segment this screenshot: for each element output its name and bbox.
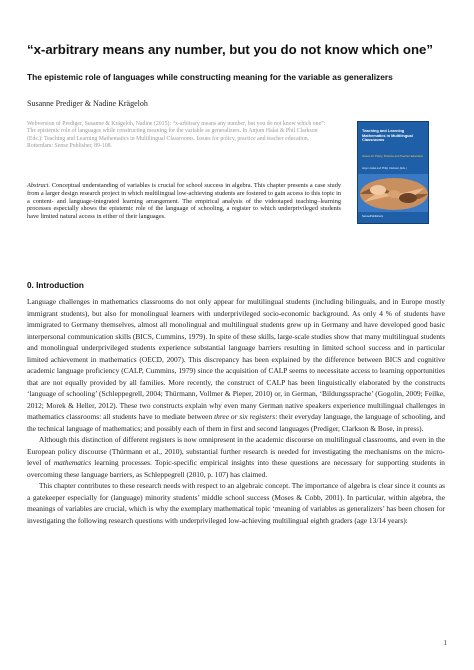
paragraph-text: Language challenges in mathematics classrooms do not only appear for multilingual students (including bilinguals, and in Europe mostly immigrant students), but also for monolingual learners with underprivileged socio-economic background. As only 4 % of students have immigrated to Germany themselves, almost all monolingual and multilingual students grew up in Germany and have developed good basic interpersonal communication skills (BICS, Cummins, 1979). In spite of these skills, large-scale studies show that many multilingual students and monolingual underprivileged students experience substantial language barriers resulting in limited school success and in particular limited achievement in mathematics (OECD, 2007). This discrepancy has been explained by the difference between BICS and cognitive academic language proficiency (CALP, Cummins, 1979) since the acquisition of CALP seems to necessitate access to learning opportunities that are not equally provided by all families. More recently, the construct of CALP has been linguistically elaborated by the constructs ‘language of schooling’ (Schleppegrell, 2004; Thürmann, Vollmer & Pieper, 2010) or, in German, ‘Bildungssprache’ (Gogolin, 2009; Feilke, 2012; Morek & Heller, 2012). These two constructs explain why even many German native speakers experience multilingual challenges in mathematics classrooms: all students have to mediate between: [27, 297, 445, 421]
paper-subtitle: The epistemic role of languages while constructing meaning for the variable as generalizers: [27, 72, 393, 82]
hands-in-circle-illustration: [358, 174, 429, 212]
book-cover-editors: Anjum Halai and Philip Clarkson (Eds.): [362, 167, 407, 170]
paper-title: “x-arbitrary means any number, but you do not know which one”: [27, 42, 433, 57]
book-cover-publisher: SensePublishers: [362, 214, 383, 218]
abstract: [27, 182, 341, 221]
body-paragraph: [27, 434, 445, 480]
book-cover-image: [357, 121, 429, 224]
book-cover-subtitle: Issues for Policy, Practice and Teacher Education: [362, 154, 424, 158]
abstract-text: Conceptual understanding of variables is crucial for school success in algebra. This chapter presents a case study from a larger design research project in which multilingual low-achieving students are fostered to gain access to this topic in a content- and language-integrated learning arrangement. The empirical analysis of the videotaped teaching–learning processes especially shows the epistemic role of the language of schooling, a register to which underprivileged students have limited natural access in either of their languages.: [27, 182, 341, 221]
paper-authors: Susanne Prediger & Nadine Krägeloh: [27, 99, 148, 108]
paragraph-text: This chapter contributes to these research needs with respect to an algebraic concept. The importance of algebra is clear since it counts as a gatekeeper especially for (language) minority students’ middle school success (Moses & Cobb, 2001). In particular, within algebra, the meanings of variables are crucial, which is why the exemplary mathematical topic ‘meaning of variables as generalizers’ has been chosen for investigating the following research questions with underprivileged low-achieving multilingual eighth graders (age 13/14 years):: [27, 481, 445, 525]
book-cover-title: Teaching and Learning Mathematics in Multilingual Classrooms: [362, 128, 413, 143]
body-paragraph: [27, 296, 445, 434]
paragraph-text: Although this distinction of different registers is now omnipresent in the academic discourse on multilingual classrooms, and even in the European policy discourse (Thürmann et al., 2010), substantial further research is needed for investigating the mechanisms on the micro-level of: [27, 435, 445, 467]
italic-phrase: mathematics: [53, 458, 92, 467]
abstract-label: Abstract.: [27, 182, 50, 189]
webversion-citation-note: Webversion of Prediger, Susanne & Krägeloh, Nadine (2015): “x-arbitrary means any number, but you do not know which one”: The epistemic role of languages while constructing meaning for the variable as generalizers. In Anjum Halai & Phil Clarkson (Eds.): Teaching and Learning Mathematics in Multilingual Classrooms. Issues for policy, practice and teacher education. Rotterdam: Sense Publisher, 89-108.: [27, 121, 326, 149]
italic-phrase: three or six registers: [214, 412, 276, 421]
paragraph-text: : their everyday language, the language of schooling, and the technical language of mathematics; and possibly each of them in first and second languages (Prediger, Clarkson & Bose, in press).: [27, 412, 446, 433]
paragraph-text: learning processes. Topic-specific empirical insights into these questions are necessary for supporting students in overcoming these language barriers, as Schleppegrell (2010, p. 107) has claimed.: [27, 458, 446, 479]
introduction-body: [27, 296, 445, 526]
section-heading-introduction: 0. Introduction: [27, 281, 84, 290]
page-number: 1: [443, 639, 447, 647]
body-paragraph: [27, 480, 445, 526]
